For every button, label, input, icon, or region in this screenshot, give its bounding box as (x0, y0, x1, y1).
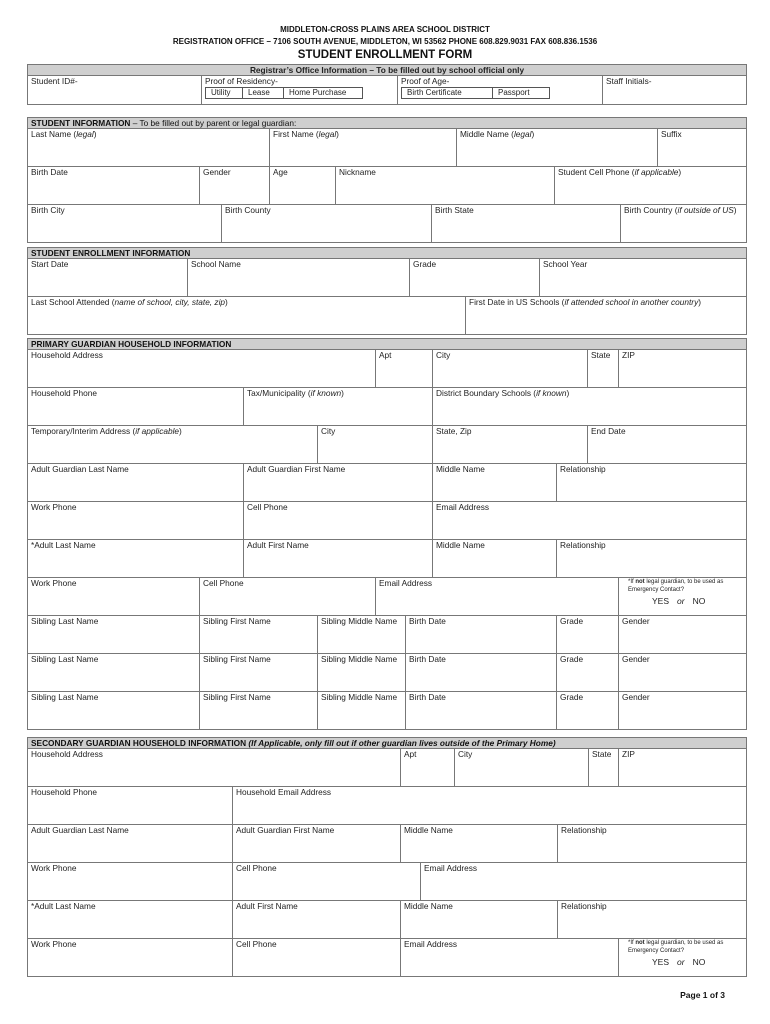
secondary-adult-last-name-field[interactable]: *Adult Last Name (28, 901, 233, 939)
adult-middle-name-field[interactable]: Middle Name (433, 540, 557, 578)
sibling-2-birth-date[interactable]: Birth Date (406, 654, 557, 692)
secondary-guardian-heading: SECONDARY GUARDIAN HOUSEHOLD INFORMATION (If Applicable, only fill out if other guardian lives outside of the Primary Home) (28, 738, 747, 749)
student-information-section (27, 117, 747, 243)
secondary-adult-relationship-field[interactable]: Relationship (558, 901, 747, 939)
household-address-field[interactable]: Household Address (28, 350, 376, 388)
last-school-attended-field[interactable]: Last School Attended (name of school, city, state, zip) (28, 297, 466, 335)
secondary-emergency-contact-note: *If not legal guardian, to be used as Emergency Contact? (628, 940, 724, 954)
residency-utility-option[interactable]: Utility (206, 88, 243, 99)
emergency-no-option[interactable]: NO (692, 596, 706, 606)
sibling-1-gender[interactable]: Gender (619, 616, 747, 654)
form-title: STUDENT ENROLLMENT FORM (297, 49, 473, 61)
residency-lease-option[interactable]: Lease (243, 88, 284, 99)
age-passport-option[interactable]: Passport (493, 88, 550, 99)
emergency-contact-field: *If not legal guardian, to be used as Emergency Contact? YES or NO (619, 578, 747, 616)
age-birth-certificate-option[interactable]: Birth Certificate (402, 88, 493, 99)
sibling-2-middle-name[interactable]: Sibling Middle Name (318, 654, 406, 692)
adult-work-phone-field[interactable]: Work Phone (28, 578, 200, 616)
guardian-last-name-field[interactable]: Adult Guardian Last Name (28, 464, 244, 502)
sibling-1-last-name[interactable]: Sibling Last Name (28, 616, 200, 654)
secondary-zip-field[interactable]: ZIP (619, 749, 747, 787)
enrollment-section (27, 247, 747, 335)
guardian-work-phone-field[interactable]: Work Phone (28, 502, 244, 540)
registration-office-address: REGISTRATION OFFICE – 7106 SOUTH AVENUE, MIDDLETON, WI 53562 PHONE 608.829.9031 FAX 608.836.1536 (172, 37, 598, 46)
proof-of-residency-field: Proof of Residency- Utility Lease Home Purchase (202, 76, 398, 105)
emergency-contact-note: *If not legal guardian, to be used as Emergency Contact? (628, 579, 724, 593)
student-last-name-field[interactable]: Last Name (legal) (28, 129, 270, 167)
temporary-address-field[interactable]: Temporary/Interim Address (if applicable) (28, 426, 318, 464)
student-nickname-field[interactable]: Nickname (336, 167, 555, 205)
adult-relationship-field[interactable]: Relationship (557, 540, 747, 578)
student-middle-name-field[interactable]: Middle Name (legal) (457, 129, 658, 167)
secondary-guardian-relationship-field[interactable]: Relationship (558, 825, 747, 863)
secondary-emergency-contact-field: *If not legal guardian, to be used as Emergency Contact? YES or NO (619, 939, 747, 977)
sibling-3-birth-date[interactable]: Birth Date (406, 692, 557, 730)
student-info-heading: STUDENT INFORMATION – To be filled out by parent or legal guardian: (28, 118, 747, 129)
sibling-1-first-name[interactable]: Sibling First Name (200, 616, 318, 654)
sibling-3-gender[interactable]: Gender (619, 692, 747, 730)
secondary-adult-first-name-field[interactable]: Adult First Name (233, 901, 401, 939)
proof-of-age-field: Proof of Age- Birth Certificate Passport (398, 76, 603, 105)
sibling-1-middle-name[interactable]: Sibling Middle Name (318, 616, 406, 654)
staff-initials-field[interactable]: Staff Initials- (603, 76, 747, 105)
residency-options (205, 87, 363, 99)
adult-first-name-field[interactable]: Adult First Name (244, 540, 433, 578)
sibling-2-first-name[interactable]: Sibling First Name (200, 654, 318, 692)
emergency-yes-option[interactable]: YES (652, 596, 670, 606)
secondary-guardian-work-phone-field[interactable]: Work Phone (28, 863, 233, 901)
adult-email-field[interactable]: Email Address (376, 578, 619, 616)
temporary-end-date-field[interactable]: End Date (588, 426, 747, 464)
student-birth-city-field[interactable]: Birth City (28, 205, 222, 243)
household-phone-field[interactable]: Household Phone (28, 388, 244, 426)
temporary-city-field[interactable]: City (318, 426, 433, 464)
secondary-household-address-field[interactable]: Household Address (28, 749, 401, 787)
secondary-guardian-middle-name-field[interactable]: Middle Name (401, 825, 558, 863)
start-date-field[interactable]: Start Date (28, 259, 188, 297)
secondary-guardian-first-name-field[interactable]: Adult Guardian First Name (233, 825, 401, 863)
sibling-3-last-name[interactable]: Sibling Last Name (28, 692, 200, 730)
state-field[interactable]: State (588, 350, 619, 388)
school-name-field[interactable]: School Name (188, 259, 410, 297)
registrar-heading: Registrar’s Office Information – To be filled out by school official only (28, 65, 747, 76)
sibling-1-birth-date[interactable]: Birth Date (406, 616, 557, 654)
sibling-3-grade[interactable]: Grade (557, 692, 619, 730)
guardian-first-name-field[interactable]: Adult Guardian First Name (244, 464, 433, 502)
secondary-emergency-yes-option[interactable]: YES (652, 957, 670, 967)
secondary-household-email-field[interactable]: Household Email Address (233, 787, 747, 825)
guardian-relationship-field[interactable]: Relationship (557, 464, 747, 502)
student-birth-date-field[interactable]: Birth Date (28, 167, 200, 205)
city-field[interactable]: City (433, 350, 588, 388)
page-number: Page 1 of 3 (680, 990, 725, 1000)
secondary-adult-work-phone-field[interactable]: Work Phone (28, 939, 233, 977)
student-gender-field[interactable]: Gender (200, 167, 270, 205)
tax-municipality-field[interactable]: Tax/Municipality (if known) (244, 388, 433, 426)
adult-cell-phone-field[interactable]: Cell Phone (200, 578, 376, 616)
sibling-3-first-name[interactable]: Sibling First Name (200, 692, 318, 730)
secondary-state-field[interactable]: State (589, 749, 619, 787)
student-suffix-field[interactable]: Suffix (658, 129, 747, 167)
secondary-adult-cell-phone-field[interactable]: Cell Phone (233, 939, 401, 977)
apt-field[interactable]: Apt (376, 350, 433, 388)
student-age-field[interactable]: Age (270, 167, 336, 205)
adult-last-name-field[interactable]: *Adult Last Name (28, 540, 244, 578)
guardian-email-field[interactable]: Email Address (433, 502, 747, 540)
sibling-2-last-name[interactable]: Sibling Last Name (28, 654, 200, 692)
secondary-guardian-email-field[interactable]: Email Address (421, 863, 747, 901)
student-birth-state-field[interactable]: Birth State (432, 205, 621, 243)
primary-guardian-heading: PRIMARY GUARDIAN HOUSEHOLD INFORMATION (28, 339, 747, 350)
district-name: MIDDLETON-CROSS PLAINS AREA SCHOOL DISTRICT (280, 25, 490, 34)
sibling-3-middle-name[interactable]: Sibling Middle Name (318, 692, 406, 730)
first-date-us-schools-field[interactable]: First Date in US Schools (if attended school in another country) (466, 297, 747, 335)
sibling-2-grade[interactable]: Grade (557, 654, 619, 692)
enrollment-heading: STUDENT ENROLLMENT INFORMATION (28, 248, 747, 259)
residency-home-purchase-option[interactable]: Home Purchase (284, 88, 363, 99)
guardian-cell-phone-field[interactable]: Cell Phone (244, 502, 433, 540)
student-birth-county-field[interactable]: Birth County (222, 205, 432, 243)
school-year-field[interactable]: School Year (540, 259, 747, 297)
secondary-guardian-last-name-field[interactable]: Adult Guardian Last Name (28, 825, 233, 863)
registrar-section (27, 64, 747, 105)
age-options (401, 87, 550, 99)
secondary-emergency-no-option[interactable]: NO (692, 957, 706, 967)
secondary-guardian-section (27, 737, 747, 977)
student-first-name-field[interactable]: First Name (legal) (270, 129, 457, 167)
secondary-adult-email-field[interactable]: Email Address (401, 939, 619, 977)
zip-field[interactable]: ZIP (619, 350, 747, 388)
sibling-1-grade[interactable]: Grade (557, 616, 619, 654)
grade-field[interactable]: Grade (410, 259, 540, 297)
secondary-guardian-cell-phone-field[interactable]: Cell Phone (233, 863, 421, 901)
temporary-state-zip-field[interactable]: State, Zip (433, 426, 588, 464)
sibling-2-gender[interactable]: Gender (619, 654, 747, 692)
student-id-field[interactable]: Student ID#- (28, 76, 202, 105)
primary-guardian-section (27, 338, 747, 730)
secondary-adult-middle-name-field[interactable]: Middle Name (401, 901, 558, 939)
secondary-city-field[interactable]: City (455, 749, 589, 787)
district-boundary-schools-field[interactable]: District Boundary Schools (if known) (433, 388, 747, 426)
student-cell-phone-field[interactable]: Student Cell Phone (if applicable) (555, 167, 747, 205)
guardian-middle-name-field[interactable]: Middle Name (433, 464, 557, 502)
secondary-apt-field[interactable]: Apt (401, 749, 455, 787)
secondary-household-phone-field[interactable]: Household Phone (28, 787, 233, 825)
student-birth-country-field[interactable]: Birth Country (if outside of US) (621, 205, 747, 243)
